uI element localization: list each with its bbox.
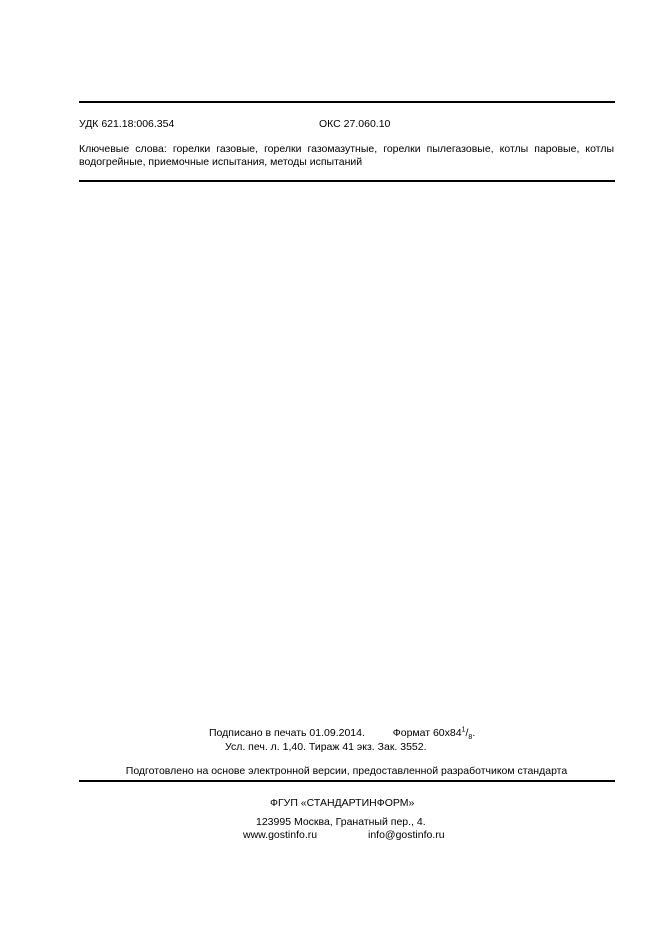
- paper-format: Формат $60x84^1/_8$.: [392, 726, 476, 742]
- signed-date: Подписано в печать 01.09.2014.: [209, 727, 365, 739]
- print-info: Усл. печ. л. 1,40. Тираж 41 экз. Зак. 3552.: [225, 741, 427, 753]
- top-rule: [79, 101, 615, 103]
- keywords-label: Ключевые слова:: [79, 143, 167, 155]
- keywords-bottom-rule: [79, 180, 615, 182]
- imprint-signed-line: [209, 727, 475, 740]
- format-denominator: 8: [468, 734, 473, 742]
- keywords-block: [79, 143, 614, 168]
- keywords-text: горелки газовые, горелки газомазутные, горелки пылегазовые, котлы паровые, котлы водогрейные, приемочные испытания, методы испытаний: [79, 143, 614, 168]
- imprint-bottom-rule: [79, 780, 615, 782]
- format-numerator: 1: [461, 726, 466, 734]
- prepared-note: Подготовлено на основе электронной версии, предоставленной разработчиком стандарта: [125, 765, 568, 777]
- oks-code: ОКС 27.060.10: [319, 118, 391, 130]
- publisher-website[interactable]: www.gostinfo.ru: [243, 829, 318, 841]
- publisher-email[interactable]: info@gostinfo.ru: [368, 829, 445, 841]
- udk-code: УДК 621.18:006.354: [79, 118, 175, 130]
- publisher-name: ФГУП «СТАНДАРТИНФОРМ»: [270, 797, 415, 809]
- publisher-address: 123995 Москва, Гранатный пер., 4.: [256, 816, 426, 828]
